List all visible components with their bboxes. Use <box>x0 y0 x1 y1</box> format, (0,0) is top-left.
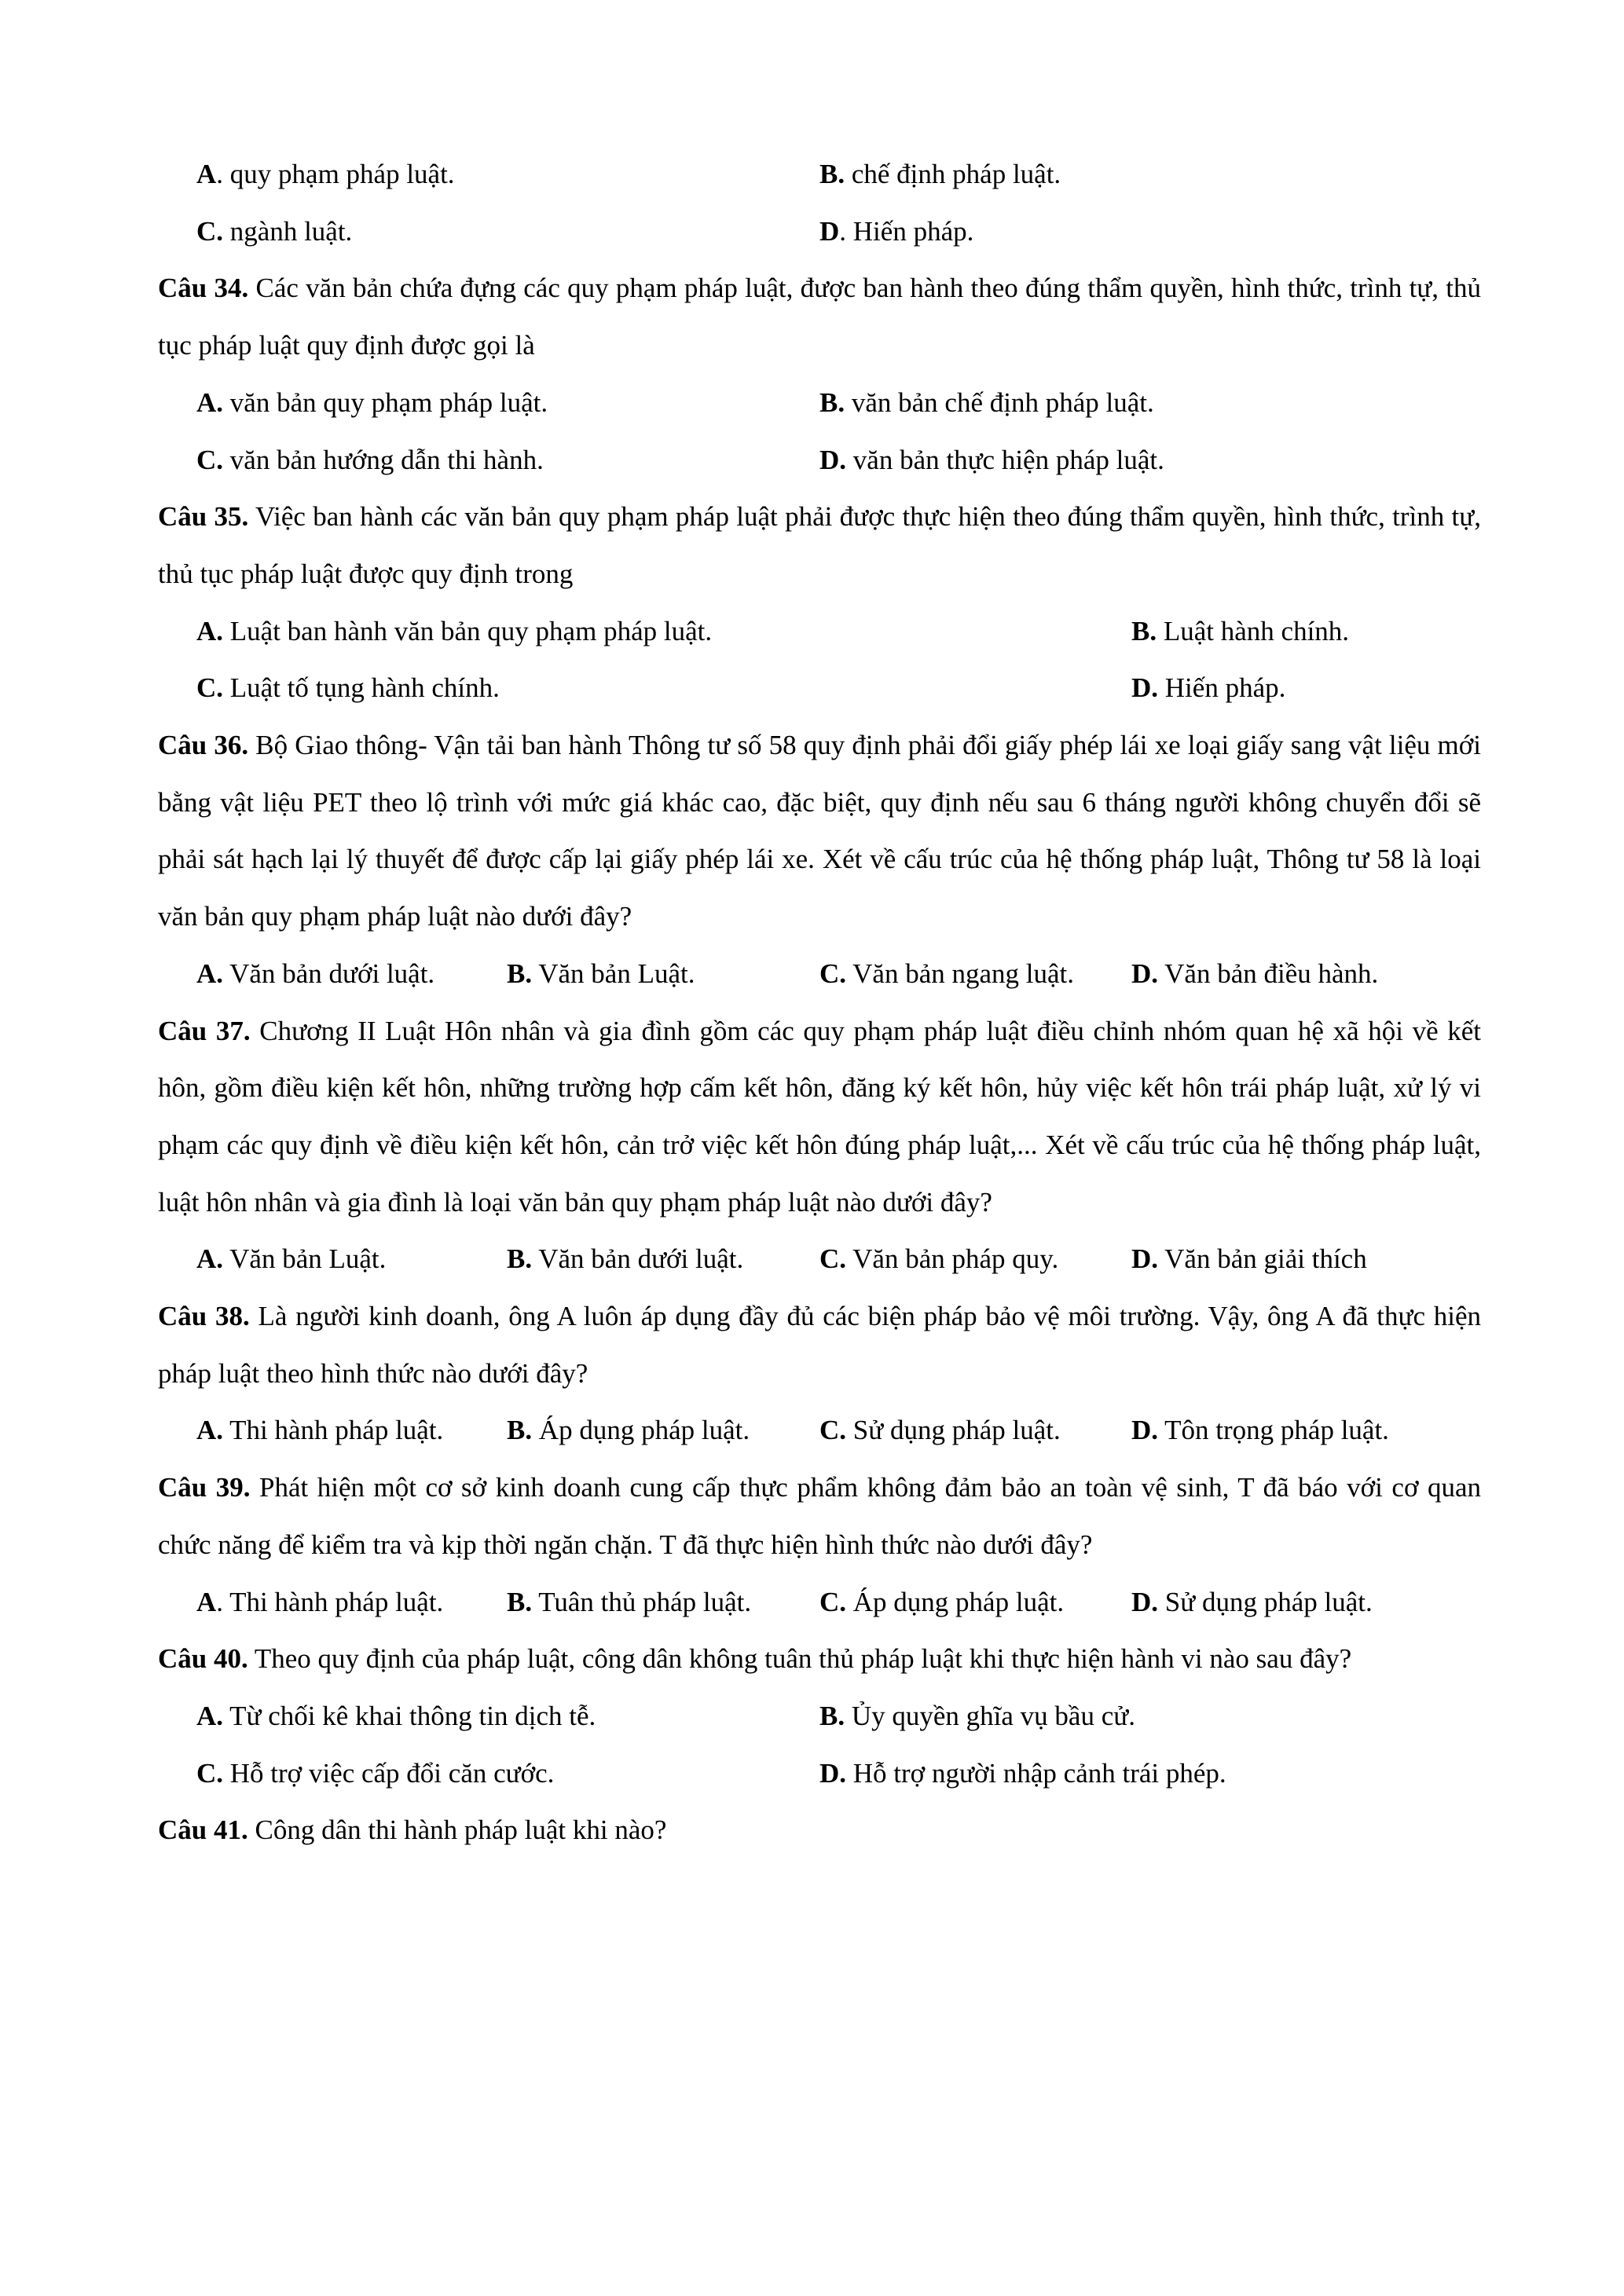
option-label: B. <box>1131 615 1157 646</box>
option-separator <box>845 159 852 189</box>
answer-option <box>196 375 819 432</box>
option-text: Văn bản điều hành. <box>1164 958 1379 989</box>
answer-option <box>507 946 819 1003</box>
option-separator <box>532 1415 539 1445</box>
option-text: Thi hành pháp luật. <box>229 1415 444 1446</box>
answer-option <box>196 1574 507 1631</box>
option-text: Sử dụng pháp luật. <box>852 1415 1061 1446</box>
question-block <box>158 1459 1481 1631</box>
option-text: Văn bản dưới luật. <box>229 958 435 989</box>
option-label: A <box>196 159 217 189</box>
question-stem <box>158 1003 1481 1232</box>
option-text: Văn bản ngang luật. <box>852 958 1075 989</box>
option-text: Văn bản giải thích <box>1164 1243 1367 1275</box>
answer-option <box>1131 1402 1481 1459</box>
option-text: Từ chối kê khai thông tin dịch tễ. <box>229 1700 596 1731</box>
answer-option <box>819 1231 1131 1288</box>
question-text: Các văn bản chứa đựng các quy phạm pháp luật, được ban hành theo đúng thẩm quyền, hình thức, trình tự, thủ tục pháp luật quy định được gọi là <box>158 273 1481 361</box>
question-block <box>158 146 1481 260</box>
answer-option <box>819 1688 1481 1745</box>
question-stem <box>158 489 1481 602</box>
answer-option <box>819 1745 1481 1803</box>
option-separator <box>223 1243 229 1274</box>
answer-option <box>819 1574 1131 1631</box>
option-label: C. <box>819 1415 847 1446</box>
option-label: C. <box>819 958 847 989</box>
option-text: Hỗ trợ việc cấp đổi căn cước. <box>229 1757 555 1789</box>
option-separator: . <box>216 1586 230 1617</box>
option-separator <box>1158 1587 1165 1617</box>
answer-option <box>196 660 1131 717</box>
option-separator <box>1158 958 1164 989</box>
question-number: Câu 35. <box>158 501 249 533</box>
question-stem <box>158 1631 1481 1688</box>
option-separator <box>223 445 230 475</box>
question-block <box>158 1802 1481 1859</box>
option-text: Hiến pháp. <box>1164 672 1286 704</box>
option-label: A. <box>196 1700 224 1731</box>
question-block <box>158 1288 1481 1459</box>
question-stem <box>158 1459 1481 1573</box>
answer-option <box>1131 1574 1481 1631</box>
option-text: văn bản hướng dẫn thi hành. <box>229 444 544 475</box>
answer-option <box>196 1688 819 1745</box>
option-text: chế định pháp luật. <box>851 159 1061 189</box>
answer-option <box>196 946 507 1003</box>
option-separator <box>845 387 852 418</box>
question-text: Theo quy định của pháp luật, công dân không tuân thủ pháp luật khi thực hiện hành vi nào sau đây? <box>254 1643 1352 1675</box>
question-stem <box>158 260 1481 374</box>
question-number: Câu 38. <box>158 1301 250 1332</box>
option-separator <box>1158 1243 1164 1274</box>
option-text: Hỗ trợ người nhập cảnh trái phép. <box>852 1757 1226 1789</box>
answer-options <box>158 146 1481 260</box>
option-label: B. <box>819 1700 845 1731</box>
option-separator: . <box>839 215 853 247</box>
option-text: quy phạm pháp luật. <box>229 159 455 189</box>
option-label: B. <box>507 1415 533 1446</box>
answer-option <box>507 1574 819 1631</box>
option-text: Luật hành chính. <box>1163 615 1350 646</box>
question-stem <box>158 717 1481 946</box>
option-label: B. <box>819 386 845 418</box>
question-number: Câu 41. <box>158 1814 248 1846</box>
answer-option <box>507 1402 819 1459</box>
exam-document <box>158 146 1481 1859</box>
option-separator <box>223 1415 229 1445</box>
option-label: C. <box>819 1586 847 1617</box>
question-text: Việc ban hành các văn bản quy phạm pháp luật phải được thực hiện theo đúng thẩm quyền, hình thức, trình tự, thủ tục pháp luật được quy định trong <box>158 501 1481 589</box>
question-text: Bộ Giao thông- Vận tải ban hành Thông tư số 58 quy định phải đổi giấy phép lái xe loại giấy sang vật liệu mới bằng vật liệu PET theo lộ trình với mức giá khác cao, đặc biệt, quy định nếu sau 6 tháng người không chuyển đổi sẽ phải sát hạch lại lý thuyết để được cấp lại giấy phép lái xe. Xét về cấu trúc của hệ thống pháp luật, Thông tư 58 là loại văn bản quy phạm pháp luật nào dưới đây? <box>158 730 1482 932</box>
option-label: A. <box>196 386 224 418</box>
option-label: A. <box>196 1243 224 1275</box>
answer-option <box>819 375 1481 432</box>
question-number: Câu 36. <box>158 730 249 761</box>
answer-option <box>196 603 1131 661</box>
option-separator <box>1158 672 1165 703</box>
option-separator <box>223 387 230 418</box>
option-label: D <box>819 215 840 247</box>
option-label: A. <box>196 1415 224 1446</box>
answer-options <box>158 946 1481 1003</box>
answer-options <box>158 603 1481 717</box>
option-text: Văn bản Luật. <box>229 1243 387 1275</box>
answer-options <box>158 1688 1481 1802</box>
option-separator <box>223 672 230 703</box>
answer-option <box>196 432 819 489</box>
answer-option <box>819 432 1481 489</box>
answer-options <box>158 1231 1481 1288</box>
question-number: Câu 39. <box>158 1472 251 1503</box>
option-label: D. <box>1131 958 1159 989</box>
answer-option <box>819 146 1481 203</box>
option-label: A. <box>196 615 224 646</box>
answer-option <box>819 1402 1131 1459</box>
option-text: Luật ban hành văn bản quy phạm pháp luật. <box>229 615 713 646</box>
option-separator <box>223 216 230 247</box>
option-label: A. <box>196 958 224 989</box>
option-separator <box>223 958 229 989</box>
option-text: Tuân thủ pháp luật. <box>538 1586 752 1617</box>
option-label: D. <box>1131 1415 1159 1446</box>
question-number: Câu 40. <box>158 1643 248 1675</box>
option-text: Áp dụng pháp luật. <box>538 1415 750 1446</box>
option-text: Văn bản dưới luật. <box>538 1243 744 1275</box>
option-text: Luật tố tụng hành chính. <box>229 672 500 704</box>
option-text: Hiến pháp. <box>852 215 974 247</box>
option-separator <box>846 1587 853 1617</box>
option-separator <box>846 1243 852 1274</box>
option-text: văn bản thực hiện pháp luật. <box>852 444 1164 475</box>
option-label: B. <box>507 1586 533 1617</box>
option-text: Văn bản Luật. <box>538 958 695 989</box>
question-block <box>158 717 1481 1003</box>
answer-option <box>1131 660 1481 717</box>
option-label: B. <box>819 159 845 189</box>
answer-option <box>196 1402 507 1459</box>
option-separator <box>845 1701 852 1731</box>
option-text: Thi hành pháp luật. <box>229 1586 444 1617</box>
option-label: B. <box>507 1243 533 1275</box>
question-block <box>158 260 1481 489</box>
answer-option <box>1131 1231 1481 1288</box>
option-separator: . <box>216 159 230 189</box>
option-label: B. <box>507 958 533 989</box>
option-label: D. <box>819 1757 847 1789</box>
question-block <box>158 1631 1481 1802</box>
option-text: ngành luật. <box>229 215 353 247</box>
question-stem <box>158 1288 1481 1402</box>
answer-option <box>819 203 1481 261</box>
option-text: Văn bản pháp quy. <box>852 1243 1059 1275</box>
answer-options <box>158 1402 1481 1459</box>
answer-option <box>196 146 819 203</box>
option-label: D. <box>1131 672 1159 704</box>
option-label: D. <box>1131 1586 1159 1617</box>
option-separator <box>846 1758 853 1789</box>
question-text: Công dân thi hành pháp luật khi nào? <box>255 1814 667 1846</box>
option-text: Tôn trọng pháp luật. <box>1164 1415 1389 1446</box>
option-separator <box>1157 616 1164 646</box>
option-text: văn bản quy phạm pháp luật. <box>229 386 548 418</box>
option-separator <box>223 1701 229 1731</box>
option-text: Ủy quyền ghĩa vụ bầu cử. <box>851 1700 1135 1731</box>
option-label: C. <box>196 215 224 247</box>
answer-option <box>196 1745 819 1803</box>
option-text: Áp dụng pháp luật. <box>852 1586 1065 1617</box>
option-label: D. <box>1131 1243 1159 1275</box>
question-text: Là người kinh doanh, ông A luôn áp dụng đầy đủ các biện pháp bảo vệ môi trường. Vậy, ông A đã thực hiện pháp luật theo hình thức nào dưới đây? <box>158 1301 1481 1389</box>
answer-option <box>1131 946 1481 1003</box>
question-number: Câu 37. <box>158 1015 251 1046</box>
option-separator <box>846 958 852 989</box>
answer-options <box>158 375 1481 489</box>
option-label: C. <box>196 444 224 475</box>
option-label: C. <box>196 672 224 704</box>
option-text: văn bản chế định pháp luật. <box>851 386 1154 418</box>
answer-option <box>819 946 1131 1003</box>
option-text: Sử dụng pháp luật. <box>1164 1586 1373 1617</box>
option-label: A <box>196 1586 217 1617</box>
option-separator <box>1158 1415 1164 1445</box>
option-separator <box>223 1758 230 1789</box>
answer-option <box>1131 603 1481 661</box>
option-label: C. <box>196 1757 224 1789</box>
answer-option <box>507 1231 819 1288</box>
option-separator <box>846 1415 853 1445</box>
option-separator <box>223 616 230 646</box>
question-block <box>158 489 1481 717</box>
answer-option <box>196 1231 507 1288</box>
question-block <box>158 1003 1481 1289</box>
answer-option <box>196 203 819 261</box>
answer-options <box>158 1574 1481 1631</box>
question-number: Câu 34. <box>158 273 249 304</box>
option-label: C. <box>819 1243 847 1275</box>
question-stem <box>158 1802 1481 1859</box>
option-separator <box>846 445 853 475</box>
question-text: Chương II Luật Hôn nhân và gia đình gồm các quy phạm pháp luật điều chỉnh nhóm quan hệ xã hội về kết hôn, gồm điều kiện kết hôn, những trường hợp cấm kết hôn, đăng ký kết hôn, hủy việc kết hôn trái pháp luật, xử lý vi phạm các quy định về điều kiện kết hôn, cản trở việc kết hôn đúng pháp luật,... Xét về cấu trúc của hệ thống pháp luật, luật hôn nhân và gia đình là loại văn bản quy phạm pháp luật nào dưới đây? <box>158 1015 1481 1218</box>
question-text: Phát hiện một cơ sở kinh doanh cung cấp thực phẩm không đảm bảo an toàn vệ sinh, T đã báo với cơ quan chức năng để kiểm tra và kịp thời ngăn chặn. T đã thực hiện hình thức nào dưới đây? <box>158 1472 1481 1560</box>
option-label: D. <box>819 444 847 475</box>
